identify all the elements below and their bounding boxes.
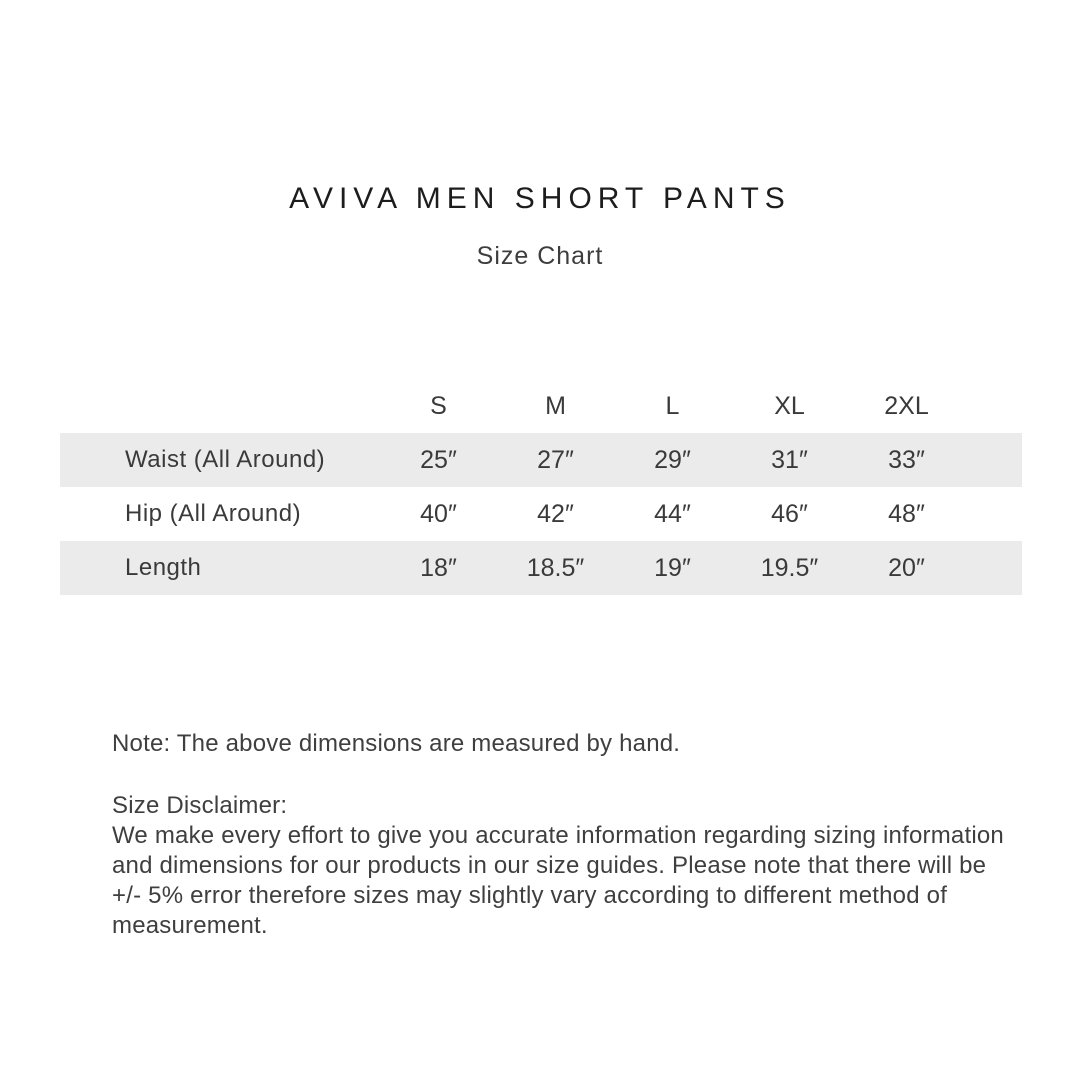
size-table-header-row [60, 379, 1022, 433]
length-value-xl: 19.5″ [760, 553, 819, 582]
column-header-l: L [665, 391, 680, 420]
hip-value-m: 42″ [537, 499, 574, 528]
page-title: AVIVA MEN SHORT PANTS [289, 182, 791, 215]
length-value-2xl: 20″ [888, 553, 925, 582]
length-value-l: 19″ [654, 553, 691, 582]
size-table [60, 379, 1022, 595]
table-row-hip [60, 487, 1022, 541]
page-subtitle: Size Chart [476, 242, 604, 270]
column-header-m: M [545, 391, 566, 420]
row-label: Hip (All Around) [125, 500, 302, 527]
waist-value-m: 27″ [537, 445, 574, 474]
disclaimer-heading: Size Disclaimer: [112, 792, 288, 819]
waist-value-s: 25″ [420, 445, 457, 474]
column-header-2xl: 2XL [884, 391, 929, 420]
disclaimer-body: We make every effort to give you accurate information regarding sizing information and dimensions for our products in our size guides. Please note that there will be +/- 5% error therefore sizes may slightly vary according to different method of measurement. [112, 822, 1004, 939]
hip-value-l: 44″ [654, 499, 691, 528]
page-header [0, 182, 1080, 271]
table-row-waist [60, 433, 1022, 487]
column-header-s: S [430, 391, 447, 420]
table-row-length [60, 541, 1022, 595]
column-header-xl: XL [774, 391, 805, 420]
length-value-m: 18.5″ [526, 553, 585, 582]
waist-value-xl: 31″ [771, 445, 808, 474]
waist-value-l: 29″ [654, 445, 691, 474]
measurement-note: Note: The above dimensions are measured by hand. [112, 730, 681, 757]
hip-value-s: 40″ [420, 499, 457, 528]
waist-value-2xl: 33″ [888, 445, 925, 474]
hip-value-2xl: 48″ [888, 499, 925, 528]
row-label: Length [125, 554, 202, 581]
notes-section [112, 729, 1017, 941]
length-value-s: 18″ [420, 553, 457, 582]
hip-value-xl: 46″ [771, 499, 808, 528]
row-label: Waist (All Around) [125, 446, 326, 473]
